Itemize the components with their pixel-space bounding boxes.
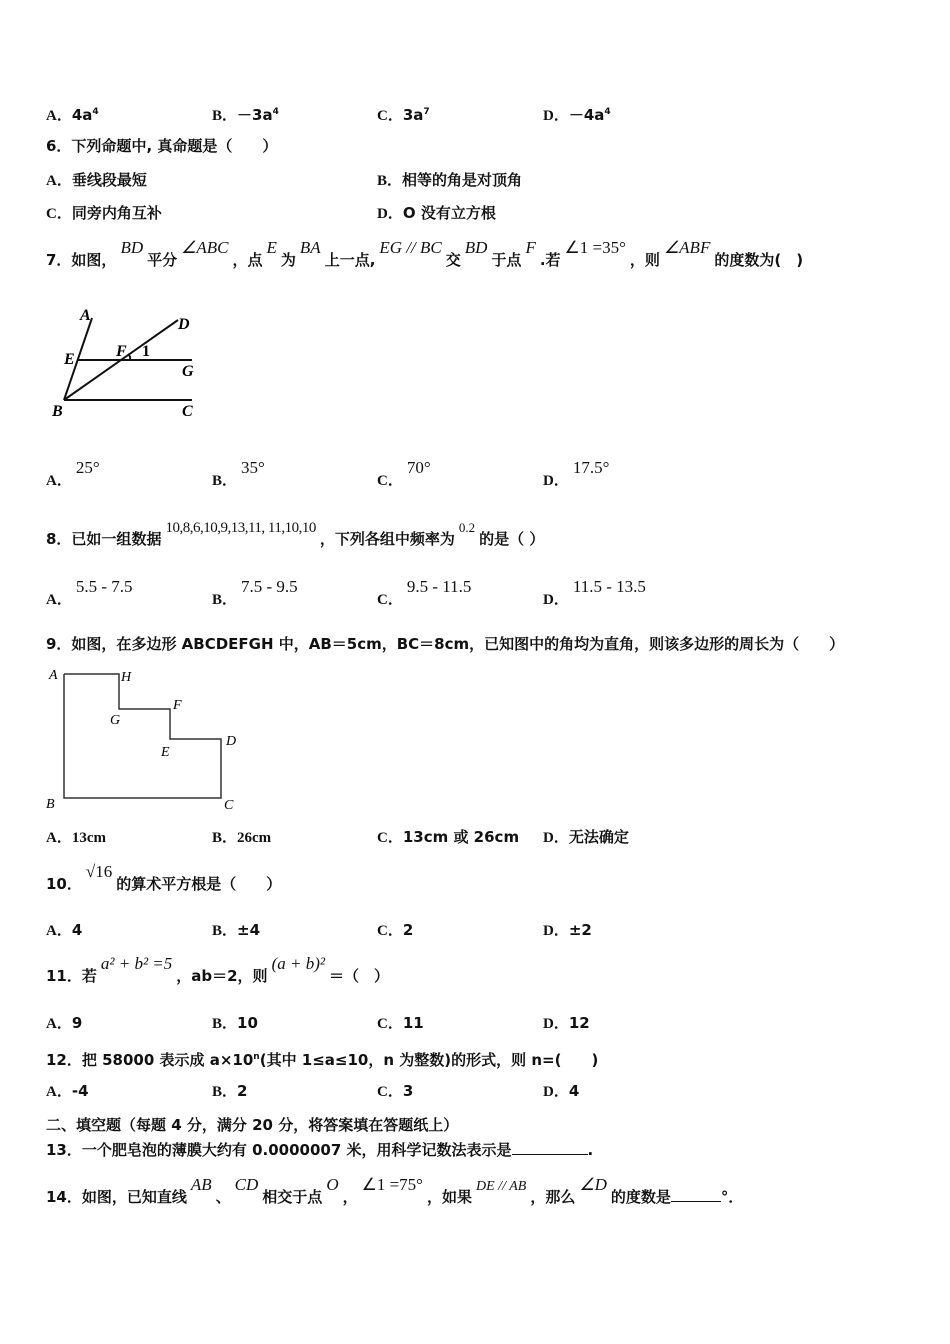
fig7-label-g: G <box>182 363 194 380</box>
q10-option-b: B．±4 <box>212 921 261 939</box>
q12-option-d: D．4 <box>543 1082 580 1100</box>
q6-option-b: B．相等的角是对顶角 <box>377 171 523 189</box>
fig7-label-d: D <box>178 316 190 333</box>
q5-option-b: B．$-3a^4$ <box>212 106 279 124</box>
fig9-label-d: D <box>226 734 237 749</box>
fig7-label-f: F <box>116 343 127 360</box>
fig9-label-h: H <box>121 670 132 685</box>
q11-option-d: D．12 <box>543 1014 590 1032</box>
fig9-label-f: F <box>173 698 182 713</box>
q7-option-a: A．25° <box>46 458 100 489</box>
fig7-label-c: C <box>182 403 193 420</box>
q10-stem: 10．√16的算术平方根是（ ） <box>46 862 282 893</box>
q5-option-c: C．$3a^7$ <box>377 106 430 124</box>
q7-option-d: D．17.5° <box>543 458 610 489</box>
q12-stem: 12．把 58000 表示成 $a\times 10^n$(其中 1≤a≤10，n 为整数)的形式，则 n=( ) <box>46 1051 599 1069</box>
q7-figure <box>40 300 210 425</box>
q5-option-d: D．$-4a^4$ <box>543 106 611 124</box>
q9-option-a: A．13cm <box>46 830 106 846</box>
q6-option-d: D．O 没有立方根 <box>377 204 496 222</box>
q10-option-c: C．2 <box>377 921 414 939</box>
q8-option-c: C．9.5 - 11.5 <box>377 577 472 608</box>
q6-option-a: A．垂线段最短 <box>46 171 147 189</box>
fig7-label-angle: 1 <box>142 343 150 360</box>
q7-option-b: B．35° <box>212 458 265 489</box>
q9-stem: 9．如图，在多边形 ABCDEFGH 中，AB＝5cm，BC＝8cm，已知图中的角均为直角，则该多边形的周长为（ ） <box>46 635 845 653</box>
fig7-label-e: E <box>64 351 75 368</box>
q11-option-c: C．11 <box>377 1014 424 1032</box>
q12-option-c: C．3 <box>377 1082 414 1100</box>
fig9-label-b: B <box>46 797 55 812</box>
q8-stem: 8．已如一组数据10,8,6,10,9,13,11, 11,10,10，下列各组中频率为0.2的是（ ） <box>46 520 545 548</box>
q9-option-d: D．无法确定 <box>543 828 629 846</box>
fig9-label-a: A <box>49 668 58 683</box>
q6-option-c: C．同旁内角互补 <box>46 204 162 222</box>
fig7-label-a: A <box>80 307 91 324</box>
q11-stem: 11．若a² + b² =5，ab＝2，则(a + b)²＝（ ） <box>46 954 389 985</box>
q6-stem: 6．下列命题中, 真命题是（ ） <box>46 137 278 155</box>
fig7-label-b: B <box>52 403 63 420</box>
q14-answer-blank[interactable] <box>671 1187 721 1202</box>
q7-option-c: C．70° <box>377 458 431 489</box>
q14-stem: 14．如图，已知直线AB、CD相交于点O，∠1 =75°，如果DE // AB，那么∠D的度数是 °． <box>46 1175 744 1206</box>
q11-option-a: A．9 <box>46 1014 83 1032</box>
q9-figure <box>40 660 250 815</box>
q13-answer-blank[interactable] <box>512 1140 588 1155</box>
q11-option-b: B．10 <box>212 1014 258 1032</box>
q5-option-a: A．$4a^4$ <box>46 106 99 124</box>
q10-option-d: D．±2 <box>543 921 592 939</box>
fig9-label-g: G <box>110 713 121 728</box>
q10-option-a: A．4 <box>46 921 83 939</box>
q8-option-d: D．11.5 - 13.5 <box>543 577 646 608</box>
section-heading: 二、填空题（每题 4 分，满分 20 分，将答案填在答题纸上） <box>46 1116 459 1134</box>
fig9-label-e: E <box>161 745 170 760</box>
q12-option-b: B．2 <box>212 1082 248 1100</box>
q13-stem: 13．一个肥皂泡的薄膜大约有 0.0000007 米，用科学记数法表示是 . <box>46 1141 594 1159</box>
fig9-label-c: C <box>224 798 234 813</box>
q12-option-a: A．-4 <box>46 1082 89 1100</box>
q8-option-b: B．7.5 - 9.5 <box>212 577 298 608</box>
q9-option-b: B．26cm <box>212 830 272 846</box>
q8-option-a: A．5.5 - 7.5 <box>46 577 133 608</box>
q7-stem: 7．如图，BD平分∠ABC，点E为BA上一点,EG // BC交BD于点F.若∠1 =35°，则∠ABF的度数为( ) <box>46 238 804 269</box>
q9-option-c: C．13cm 或 26cm <box>377 828 520 846</box>
